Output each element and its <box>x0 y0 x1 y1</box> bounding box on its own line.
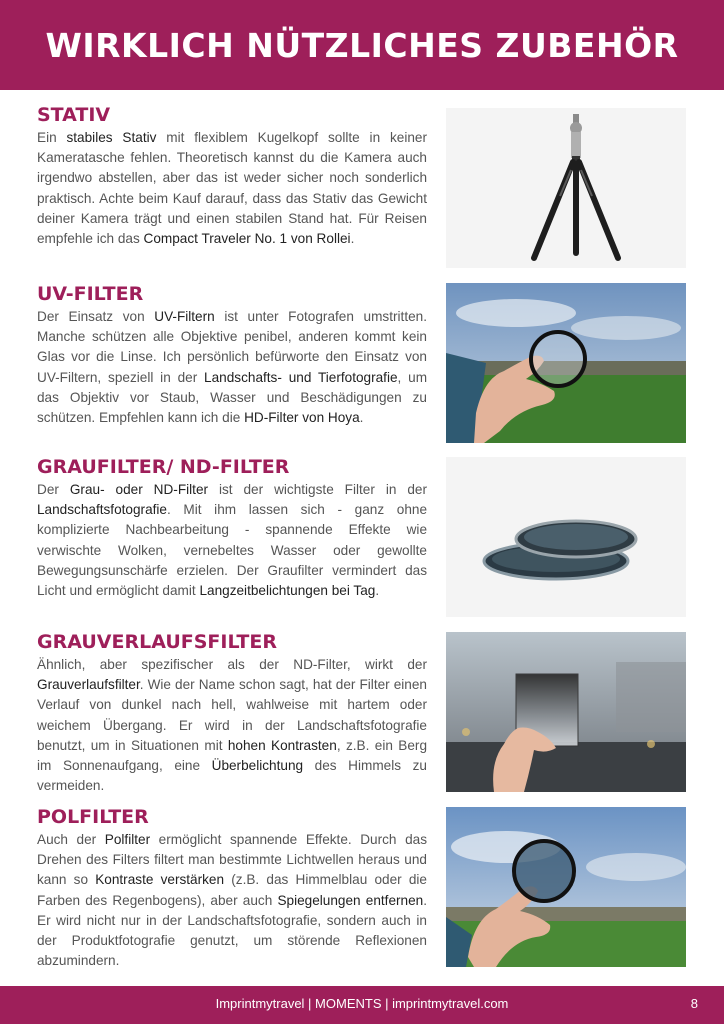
page-title: WIRKLICH NÜTZLICHES ZUBEHÖR <box>45 25 679 65</box>
section-uv-filter <box>37 283 427 428</box>
page-number: 8 <box>690 996 698 1011</box>
grad-filter-photo <box>446 632 686 792</box>
section-stativ <box>37 104 427 249</box>
section-text: Der Grau- oder ND-Filter ist der wichtigste Filter in der Landschaftsfotografie. Mit ihm lassen sich - ganz ohne komplizierte Nachbearbeitung - spannende Effekte wie verwischte Wolken, vernebeltes Wasser oder gewollte Bewegungsunschärfe erzielen. Der Graufilter vermindert das Licht und ermöglicht damit Langzeitbelichtungen bei Tag. <box>37 482 427 599</box>
footer-text: Imprintmytravel | MOMENTS | imprintmytravel.com <box>215 996 509 1011</box>
page-header <box>0 0 724 90</box>
section-heading: POLFILTER <box>37 806 149 828</box>
section-text: Ein stabiles Stativ mit flexiblem Kugelkopf sollte in keiner Kameratasche fehlen. Theoretisch kannst du die Kamera auch irgendwo abstellen, aber das ist weder sicher noch sonderlich praktisch. Achte beim Kauf darauf, dass das Stativ das Gewicht deiner Kamera trägt und einen stabilen Stand hat. Für Reisen empfehle ich das Compact Traveler No. 1 von Rollei. <box>37 130 427 247</box>
section-graufilter <box>37 456 427 601</box>
section-text: Ähnlich, aber spezifischer als der ND-Filter, wirkt der Grauverlaufsfilter. Wie der Name schon sagt, hat der Filter einen Verlauf von dunkel nach hell, wahlweise mit hartem oder weichem Übergang. Er wird in der Landschaftsfotografie benutzt, um in Situationen mit hohen Kontrasten, z.B. ein Berg im Sonnenaufgang, eine Überbelichtung des Himmels zu vermeiden. <box>37 657 427 794</box>
uv-filter-photo <box>446 283 686 443</box>
section-text: Der Einsatz von UV-Filtern ist unter Fotografen umstritten. Manche schützen alle Objektive penibel, anderen kommt kein Glas vor die Linse. Ich persönlich befürworte den Einsatz von UV-Filtern, speziell in der Landschafts- und Tierfotografie, um das Objektiv vor Staub, Wasser und Beschädigungen zu schützen. Empfehlen kann ich die HD-Filter von Hoya. <box>37 309 428 426</box>
tripod-photo <box>446 108 686 268</box>
section-text: Auch der Polfilter ermöglicht spannende Effekte. Durch das Drehen des Filters filtert man bestimmte Lichtwellen heraus und kann so Kontraste verstärken (z.B. das Himmelblau oder die Farben des Regenbogens), aber auch Spiegelungen entfernen. Er wird nicht nur in der Landschaftsfotografie, sondern auch in der Produktfotografie genutzt, um störende Reflexionen abzumindern. <box>37 832 427 969</box>
section-heading: STATIV <box>37 104 111 126</box>
section-heading: GRAUFILTER/ ND-FILTER <box>37 456 290 478</box>
section-heading: GRAUVERLAUFSFILTER <box>37 631 277 653</box>
section-polfilter <box>37 806 427 971</box>
nd-filter-photo <box>446 457 686 617</box>
section-grauverlaufsfilter <box>37 631 427 796</box>
polfilter-photo <box>446 807 686 967</box>
page-footer <box>0 986 724 1024</box>
section-heading: UV-FILTER <box>37 283 144 305</box>
